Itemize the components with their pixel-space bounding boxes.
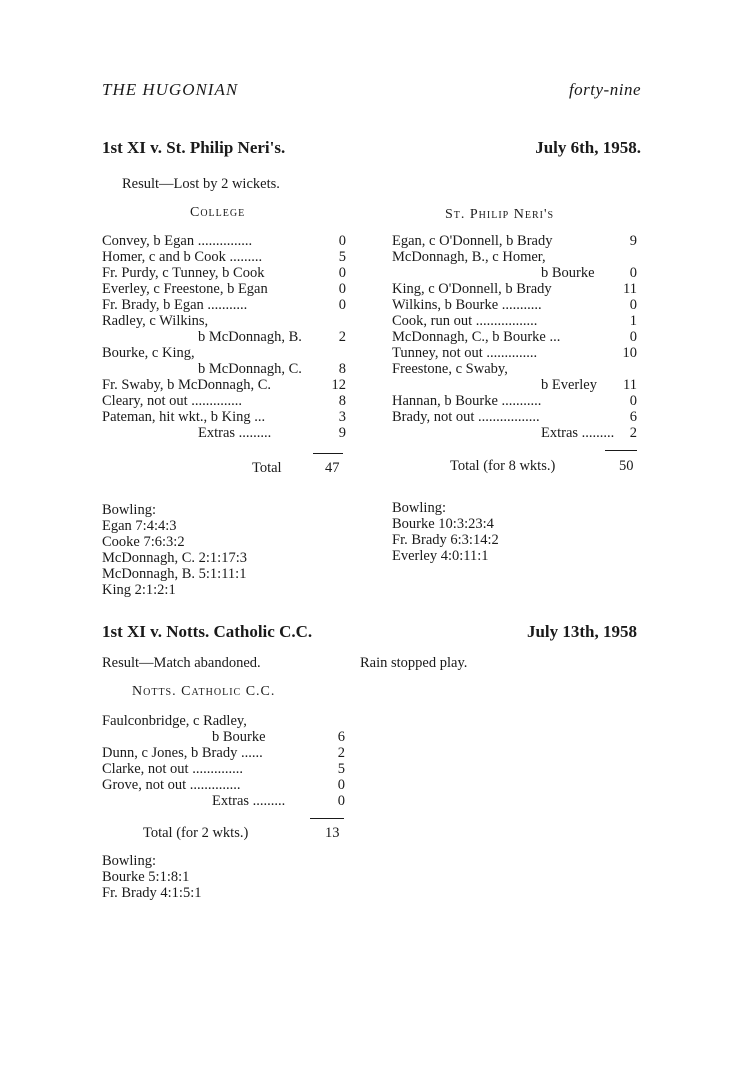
match1-result: Result—Lost by 2 wickets. (122, 176, 280, 192)
bowling-figures: King 2:1:2:1 (102, 582, 176, 598)
batsman-entry: Cook, run out ................. (392, 313, 538, 329)
match1-team2-total-label: Total (for 8 wkts.) (450, 458, 556, 474)
batsman-entry: Fr. Brady, b Egan ........... (102, 297, 248, 313)
batsman-entry: b Everley (541, 377, 597, 393)
match2-total: 13 (325, 825, 340, 841)
bowling-figures: McDonnagh, C. 2:1:17:3 (102, 550, 247, 566)
batsman-score: 5 (338, 249, 346, 265)
batsman-row (392, 249, 637, 265)
match2-team-bowling (102, 853, 202, 901)
batsman-entry: Grove, not out .............. (102, 777, 241, 793)
batsman-score: 0 (338, 233, 346, 249)
bowling-figures: Fr. Brady 4:1:5:1 (102, 885, 202, 901)
batsman-entry: Dunn, c Jones, b Brady ...... (102, 745, 263, 761)
match1-team2-total-rule (605, 450, 637, 451)
batsman-row (392, 313, 637, 329)
batsman-score: 0 (629, 393, 637, 409)
batsman-entry: Cleary, not out .............. (102, 393, 243, 409)
batsman-row (392, 393, 637, 409)
batsman-row (102, 297, 346, 313)
batsman-entry: Freestone, c Swaby, (392, 361, 508, 377)
batsman-entry: b Bourke (541, 265, 595, 281)
batsman-entry: Convey, b Egan ............... (102, 233, 253, 249)
batsman-entry: Fr. Purdy, c Tunney, b Cook (102, 265, 265, 281)
match2-title: 1st XI v. Notts. Catholic C.C. (102, 622, 313, 641)
batsman-row (102, 361, 346, 377)
bowling-figures: McDonnagh, B. 5:1:11:1 (102, 566, 247, 582)
batsman-row (102, 249, 346, 265)
match1-team1-total: 47 (325, 460, 340, 476)
batsman-entry: b McDonnagh, B. (198, 329, 302, 345)
match2-total-rule (310, 818, 344, 819)
batsman-row (102, 745, 345, 761)
batsman-entry: Extras ......... (198, 425, 272, 441)
page-number: forty-nine (568, 80, 641, 99)
batsman-entry: Pateman, hit wkt., b King ... (102, 409, 266, 425)
batsman-entry: Fr. Swaby, b McDonnagh, C. (102, 377, 272, 393)
batsman-row (102, 793, 345, 809)
batsman-score: 9 (629, 233, 637, 249)
bowling-figures: Cooke 7:6:3:2 (102, 534, 185, 550)
batsman-entry: Brady, not out ................. (392, 409, 540, 425)
batsman-row (392, 265, 637, 281)
batsman-score: 0 (629, 265, 637, 281)
batsman-score: 2 (337, 745, 345, 761)
match1-team2-scorecard (392, 233, 637, 441)
batsman-entry: McDonnagh, C., b Bourke ... (392, 329, 561, 345)
batsman-score: 5 (337, 761, 345, 777)
bowling-figures: Bourke 10:3:23:4 (392, 516, 494, 532)
batsman-entry: King, c O'Donnell, b Brady (392, 281, 552, 297)
batsman-row (392, 409, 637, 425)
batsman-row (102, 281, 346, 297)
match1-team1-scorecard (102, 233, 346, 441)
batsman-entry: Bourke, c King, (102, 345, 195, 361)
match1-date: July 6th, 1958. (535, 138, 641, 157)
batsman-row (102, 233, 346, 249)
bowling-figures: Fr. Brady 6:3:14:2 (392, 532, 499, 548)
batsman-score: 0 (629, 297, 637, 313)
batsman-score: 0 (337, 777, 345, 793)
batsman-score: 6 (337, 729, 345, 745)
batsman-score: 0 (338, 297, 346, 313)
match2-total-label: Total (for 2 wkts.) (143, 825, 249, 841)
batsman-score: 0 (337, 793, 345, 809)
match1-team2-heading: St. Philip Neri's (445, 207, 555, 222)
match2-date: July 13th, 1958 (526, 622, 637, 641)
batsman-score: 11 (623, 281, 637, 297)
batsman-entry: Wilkins, b Bourke ........... (392, 297, 542, 313)
batsman-row (392, 345, 637, 361)
batsman-score: 0 (629, 329, 637, 345)
match1-title: 1st XI v. St. Philip Neri's. (102, 138, 286, 157)
batsman-entry: Radley, c Wilkins, (102, 313, 209, 329)
match1-team1-heading: College (190, 205, 246, 220)
batsman-row (392, 297, 637, 313)
batsman-entry: Everley, c Freestone, b Egan (102, 281, 268, 297)
bowling-figures: Egan 7:4:4:3 (102, 518, 177, 534)
batsman-row (102, 761, 345, 777)
batsman-score: 3 (338, 409, 346, 425)
bowling-label: Bowling: (102, 502, 156, 518)
match1-team1-total-label: Total (252, 460, 282, 476)
match1-team1-bowling (102, 502, 247, 598)
batsman-score: 10 (622, 345, 637, 361)
batsman-entry: Egan, c O'Donnell, b Brady (392, 233, 553, 249)
batsman-row (102, 777, 345, 793)
match2-result: Result—Match abandoned. (102, 655, 261, 671)
batsman-score: 8 (338, 393, 346, 409)
bowling-figures: Everley 4:0:11:1 (392, 548, 489, 564)
batsman-score: 11 (623, 377, 637, 393)
batsman-score: 12 (331, 377, 346, 393)
bowling-label: Bowling: (102, 853, 156, 869)
batsman-row (102, 409, 346, 425)
batsman-score: 1 (629, 313, 637, 329)
match2-team-scorecard (102, 713, 345, 809)
running-head-title: THE HUGONIAN (102, 80, 239, 99)
batsman-row (102, 265, 346, 281)
batsman-score: 9 (338, 425, 346, 441)
batsman-row (102, 425, 346, 441)
batsman-score: 0 (338, 265, 346, 281)
match1-team2-bowling (392, 500, 499, 564)
batsman-row (102, 345, 346, 361)
batsman-entry: Clarke, not out .............. (102, 761, 243, 777)
batsman-row (102, 393, 346, 409)
batsman-row (392, 425, 637, 441)
batsman-row (392, 377, 637, 393)
batsman-entry: b Bourke (212, 729, 266, 745)
batsman-row (392, 281, 637, 297)
batsman-row (392, 329, 637, 345)
match2-note: Rain stopped play. (360, 655, 468, 671)
match1-team2-total: 50 (619, 458, 634, 474)
bowling-label: Bowling: (392, 500, 446, 516)
batsman-score: 0 (338, 281, 346, 297)
batsman-row (102, 713, 345, 729)
batsman-row (392, 233, 637, 249)
batsman-entry: Hannan, b Bourke ........... (392, 393, 542, 409)
batsman-score: 2 (629, 425, 637, 441)
batsman-row (102, 313, 346, 329)
batsman-entry: Extras ......... (212, 793, 286, 809)
batsman-score: 2 (338, 329, 346, 345)
batsman-entry: Homer, c and b Cook ......... (102, 249, 263, 265)
batsman-score: 6 (629, 409, 637, 425)
batsman-entry: b McDonnagh, C. (198, 361, 302, 377)
batsman-row (392, 361, 637, 377)
batsman-row (102, 729, 345, 745)
batsman-row (102, 329, 346, 345)
bowling-figures: Bourke 5:1:8:1 (102, 869, 190, 885)
match2-team-heading: Notts. Catholic C.C. (132, 684, 276, 699)
batsman-entry: Tunney, not out .............. (392, 345, 538, 361)
match1-team1-total-rule (313, 453, 343, 454)
batsman-entry: Extras ......... (541, 425, 615, 441)
batsman-entry: Faulconbridge, c Radley, (102, 713, 247, 729)
batsman-row (102, 377, 346, 393)
batsman-entry: McDonnagh, B., c Homer, (392, 249, 546, 265)
batsman-score: 8 (338, 361, 346, 377)
